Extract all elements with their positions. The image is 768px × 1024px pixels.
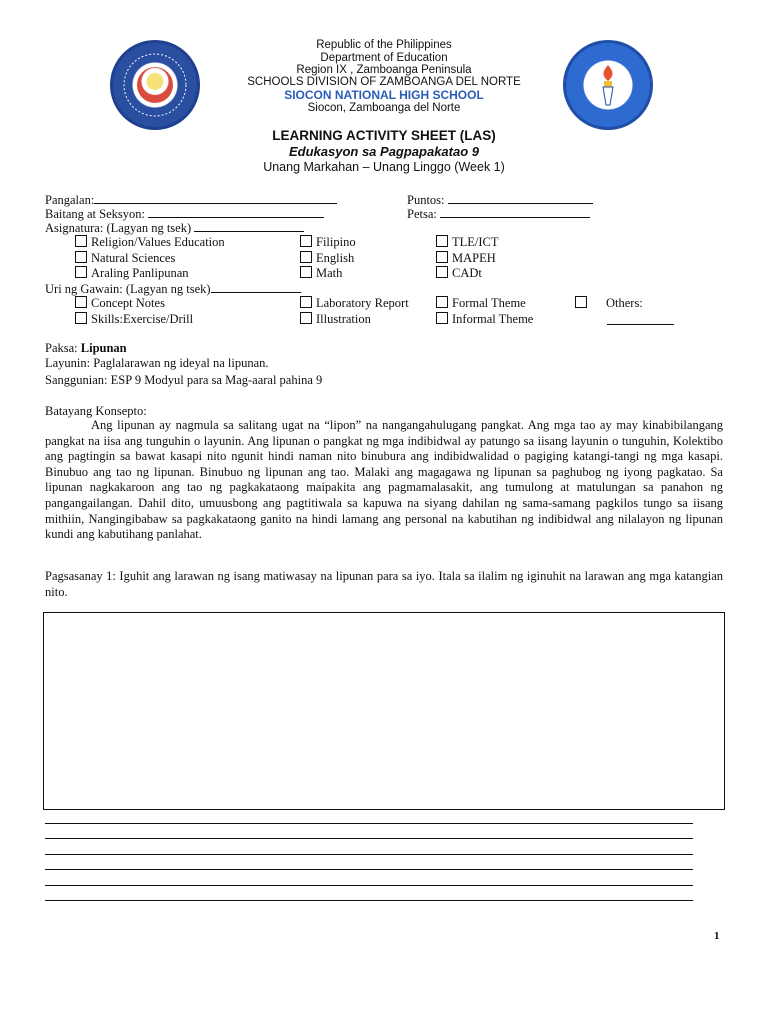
name-line[interactable]	[94, 192, 337, 204]
checkbox-icon[interactable]	[75, 266, 87, 278]
others-line[interactable]	[607, 312, 674, 325]
reference-text: Sanggunian: ESP 9 Modyul para sa Mag-aaral pahina 9	[45, 373, 323, 387]
date-label: Petsa:	[407, 207, 437, 221]
checkbox-icon[interactable]	[436, 296, 448, 308]
checkbox-icon[interactable]	[436, 235, 448, 247]
writing-line[interactable]	[45, 823, 693, 824]
checkbox-icon[interactable]	[75, 235, 87, 247]
checkbox-icon[interactable]	[75, 312, 87, 324]
checkbox-icon[interactable]	[300, 296, 312, 308]
school-seal	[563, 40, 653, 130]
concept-paragraph: Ang lipunan ay nagmula sa salitang ugat na “lipon” na nangangahulugang pangkat. Ang mga tao ay may kinabibilangang pangkat na iisa ang tunguhin o layunin. Ang lipunan o pangkat ng mga indibidwal ay patungo sa iisang layunin o tunguhin, Kolektibo ang pagtingin sa bawat kasapi nito ngunit hindi naman nito binubura ang indibidwalidad o pagiging katangi-tangi ng mga kasapi. Binubuo ang tao ng lipunan. Binubuo ng lipunan ang tao. Malaki ang magagawa ng lipunan sa paghubog ng iyong pagkatao. Sa lipunan nagkakaroon ang tao ng pagkakataong maipakita ang pagmamalasakit, ang tumulong at matulungan sa panahon ng pangangailangan. Dahil dito, umuusbong ang pagtitiwala sa kapuwa na siyang dahilan ng sama-samang pagkilos tungo sa iisang mithiin, Nangingibabaw sa pagkakataong ganito na hindi lamang ang personal na kabutihan ng indibidwal ang nilalayon ng lipunan kundi ang kabutihang panlahat.	[45, 418, 723, 542]
writing-line[interactable]	[45, 869, 693, 870]
exercise-instructions: Pagsasanay 1: Iguhit ang larawan ng isang matiwasay na lipunan para sa iyo. Itala sa ilalim ng iginuhit na larawan ang mga katangian nito.	[45, 569, 723, 599]
school-location: Siocon, Zamboanga del Norte	[307, 102, 461, 114]
checkbox-icon[interactable]	[436, 251, 448, 263]
others-label: Others:	[606, 296, 643, 310]
quarter-title: Unang Markahan – Unang Linggo (Week 1)	[263, 160, 505, 174]
subject-select-field	[45, 220, 304, 235]
objective-text: Layunin: Paglalarawan ng ideyal na lipunan.	[45, 356, 269, 370]
activity-option[interactable]: Skills:Exercise/Drill	[75, 312, 193, 327]
activity-select-field	[45, 281, 301, 296]
grade-label: Baitang at Seksyon:	[45, 207, 145, 221]
page-number: 1	[714, 930, 720, 942]
activity-option[interactable]: Laboratory Report	[300, 296, 409, 311]
name-field	[45, 192, 337, 207]
checkbox-icon[interactable]	[436, 312, 448, 324]
writing-line[interactable]	[45, 838, 693, 839]
date-line[interactable]	[440, 206, 590, 218]
grade-line[interactable]	[148, 206, 324, 218]
topic-value: Lipunan	[80, 341, 127, 355]
drawing-box[interactable]	[43, 612, 725, 810]
checkbox-icon[interactable]	[300, 266, 312, 278]
activity-option[interactable]: Formal Theme	[436, 296, 526, 311]
checkbox-icon[interactable]	[300, 312, 312, 324]
school-name: SIOCON NATIONAL HIGH SCHOOL	[284, 88, 484, 102]
checkbox-icon[interactable]	[436, 266, 448, 278]
header-line-4: SCHOOLS DIVISION OF ZAMBOANGA DEL NORTE	[247, 76, 521, 88]
checkbox-icon[interactable]	[75, 251, 87, 263]
topic-label: Paksa:	[45, 341, 78, 355]
writing-line[interactable]	[45, 885, 693, 886]
others-checkbox[interactable]	[575, 296, 591, 311]
deped-division-seal	[110, 40, 200, 130]
score-line[interactable]	[448, 192, 593, 204]
subject-option[interactable]: Araling Panlipunan	[75, 266, 189, 281]
subject-option[interactable]: CADt	[436, 266, 482, 281]
header-line-1: Republic of the Philippines	[316, 39, 452, 51]
checkbox-icon[interactable]	[575, 296, 587, 308]
activity-option[interactable]: Concept Notes	[75, 296, 165, 311]
subject-option[interactable]: Filipino	[300, 235, 356, 250]
subject-title: Edukasyon sa Pagpapakatao 9	[288, 144, 480, 159]
subject-option[interactable]: TLE/ICT	[436, 235, 499, 250]
header-line-2: Department of Education	[320, 52, 448, 64]
writing-line[interactable]	[45, 900, 693, 901]
activity-select-label: Uri ng Gawain: (Lagyan ng tsek)	[45, 282, 211, 296]
concept-label: Batayang Konsepto:	[45, 404, 147, 418]
activity-select-line[interactable]	[211, 281, 301, 293]
score-label: Puntos:	[407, 193, 445, 207]
checkbox-icon[interactable]	[300, 251, 312, 263]
subject-option[interactable]: Math	[300, 266, 342, 281]
score-field	[407, 192, 593, 207]
date-field	[407, 206, 590, 221]
checkbox-icon[interactable]	[75, 296, 87, 308]
subject-select-line[interactable]	[194, 220, 304, 232]
writing-line[interactable]	[45, 854, 693, 855]
topic-line	[45, 341, 127, 355]
subject-option[interactable]: MAPEH	[436, 251, 496, 266]
sheet-title: LEARNING ACTIVITY SHEET (LAS)	[272, 128, 496, 143]
subject-option[interactable]: English	[300, 251, 354, 266]
header-line-3: Region IX , Zamboanga Peninsula	[296, 64, 472, 76]
grade-field	[45, 206, 324, 221]
name-label: Pangalan:	[45, 193, 95, 207]
activity-option[interactable]: Informal Theme	[436, 312, 533, 327]
subject-option[interactable]: Natural Sciences	[75, 251, 175, 266]
activity-option[interactable]: Illustration	[300, 312, 371, 327]
subject-select-label: Asignatura: (Lagyan ng tsek)	[45, 221, 192, 235]
checkbox-icon[interactable]	[300, 235, 312, 247]
subject-option[interactable]: Religion/Values Education	[75, 235, 225, 250]
